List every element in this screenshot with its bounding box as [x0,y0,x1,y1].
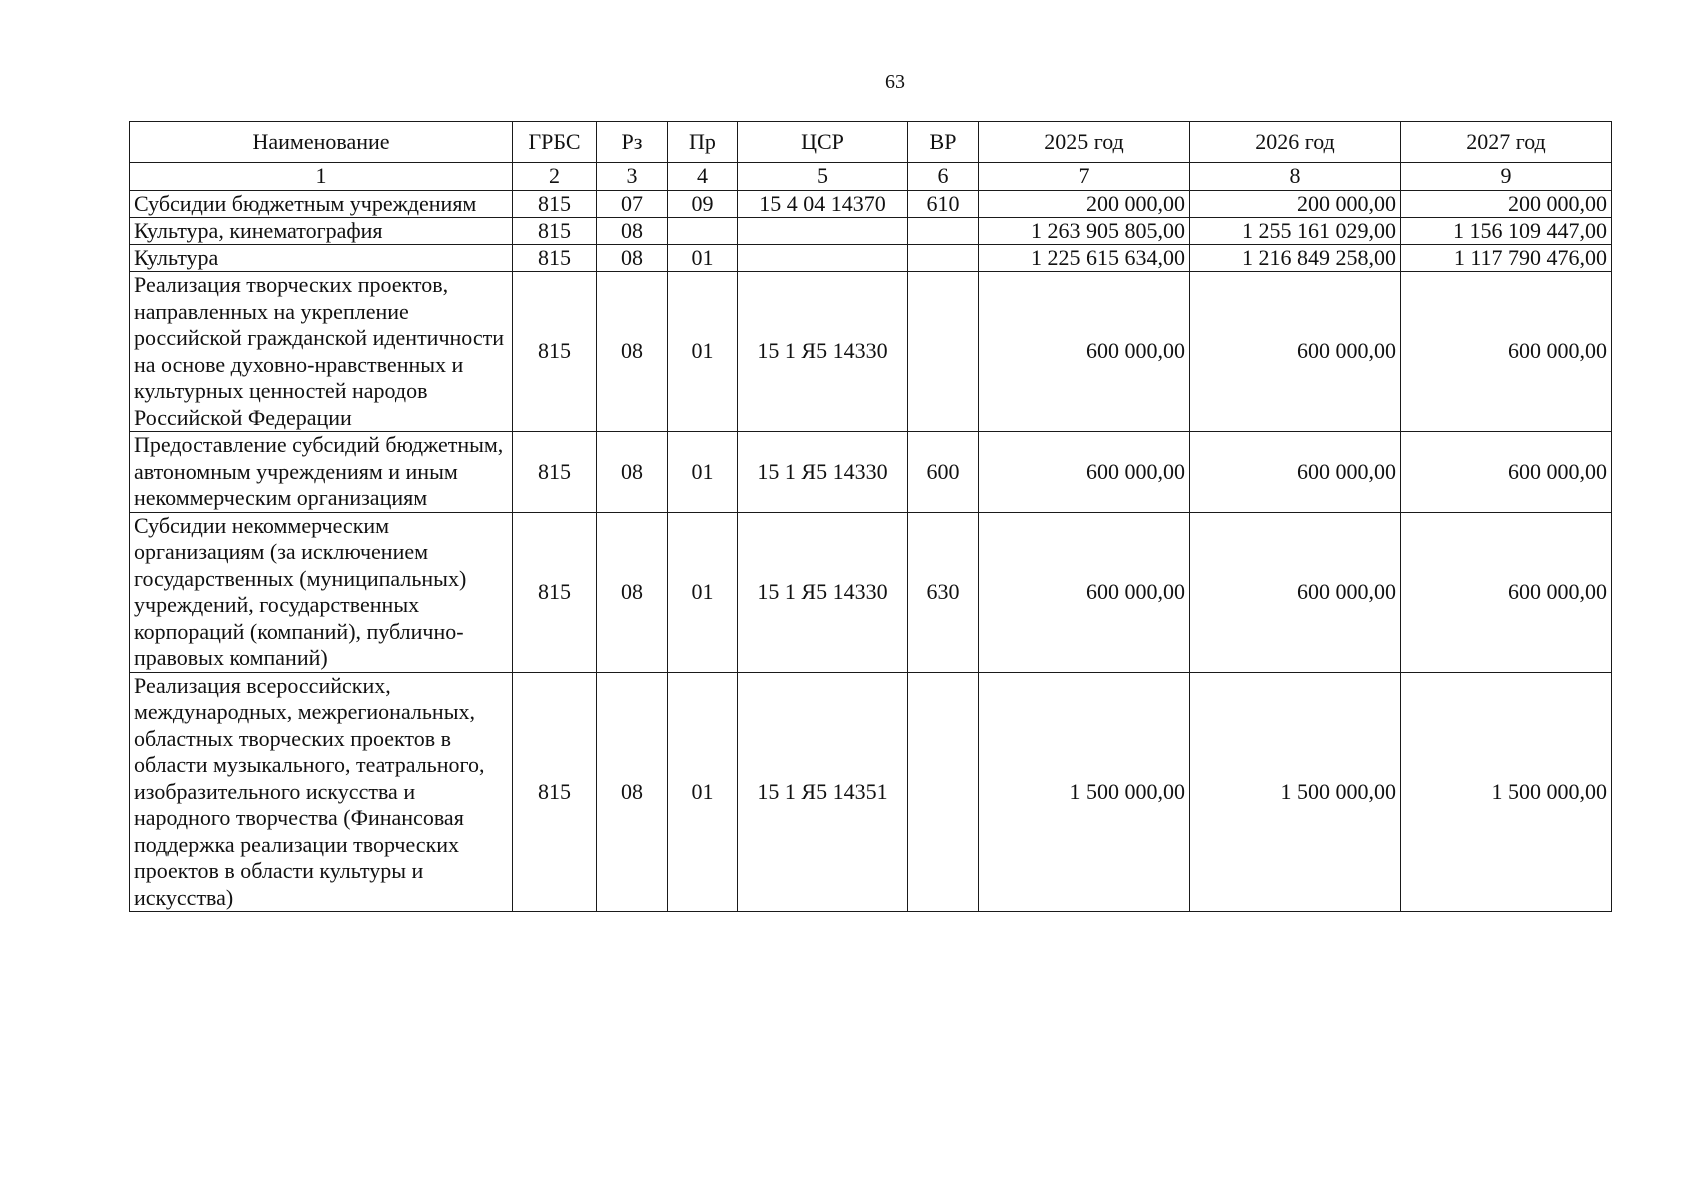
row-csr [738,245,908,272]
row-2026: 600 000,00 [1190,512,1401,672]
row-2026: 200 000,00 [1190,190,1401,218]
header-2027: 2027 год [1401,122,1612,163]
row-vr [908,672,979,912]
row-pr: 01 [668,512,738,672]
row-grbs: 815 [513,218,597,245]
row-csr: 15 1 Я5 14330 [738,272,908,432]
budget-table [129,121,1612,912]
table-row [130,272,1612,432]
row-2027: 200 000,00 [1401,190,1612,218]
row-2027: 1 156 109 447,00 [1401,218,1612,245]
column-number: 1 [130,163,513,191]
row-pr: 01 [668,432,738,513]
row-csr: 15 1 Я5 14330 [738,512,908,672]
header-row [130,122,1612,163]
row-2025: 1 500 000,00 [979,672,1190,912]
row-pr: 01 [668,272,738,432]
header-pr: Пр [668,122,738,163]
row-pr: 09 [668,190,738,218]
row-vr: 600 [908,432,979,513]
row-vr: 630 [908,512,979,672]
row-2026: 1 255 161 029,00 [1190,218,1401,245]
column-number: 8 [1190,163,1401,191]
row-name: Предоставление субсидий бюджетным, автономным учреждениям и иным некоммерческим организациям [130,432,513,513]
header-2025: 2025 год [979,122,1190,163]
row-name: Реализация всероссийских, международных, межрегиональных, областных творческих проектов в области музыкального, театрального, изобразительного искусства и народного творчества (Финансовая поддержка реализации творческих проектов в области культуры и искусства) [130,672,513,912]
page-number: 63 [885,71,905,93]
row-vr [908,218,979,245]
column-number: 2 [513,163,597,191]
row-name: Культура, кинематография [130,218,513,245]
row-rz: 08 [597,672,668,912]
row-2025: 200 000,00 [979,190,1190,218]
table-row [130,218,1612,245]
row-2025: 1 225 615 634,00 [979,245,1190,272]
header-name: Наименование [130,122,513,163]
row-rz: 08 [597,432,668,513]
row-2026: 1 500 000,00 [1190,672,1401,912]
row-grbs: 815 [513,245,597,272]
table-row [130,672,1612,912]
row-2027: 1 117 790 476,00 [1401,245,1612,272]
header-grbs: ГРБС [513,122,597,163]
row-csr: 15 4 04 14370 [738,190,908,218]
row-grbs: 815 [513,190,597,218]
row-pr: 01 [668,245,738,272]
column-number: 9 [1401,163,1612,191]
row-2026: 600 000,00 [1190,272,1401,432]
row-2025: 600 000,00 [979,272,1190,432]
row-2025: 600 000,00 [979,432,1190,513]
row-name: Культура [130,245,513,272]
column-number: 4 [668,163,738,191]
row-vr: 610 [908,190,979,218]
table-row [130,190,1612,218]
row-2025: 1 263 905 805,00 [979,218,1190,245]
row-pr: 01 [668,672,738,912]
header-csr: ЦСР [738,122,908,163]
row-2027: 1 500 000,00 [1401,672,1612,912]
row-rz: 08 [597,272,668,432]
row-csr [738,218,908,245]
row-rz: 08 [597,218,668,245]
row-pr [668,218,738,245]
column-number: 6 [908,163,979,191]
row-name: Субсидии некоммерческим организациям (за исключением государственных (муниципальных) учреждений, государственных корпораций (компаний), публично-правовых компаний) [130,512,513,672]
column-number: 7 [979,163,1190,191]
column-number-row [130,163,1612,191]
column-number: 5 [738,163,908,191]
row-rz: 08 [597,245,668,272]
row-grbs: 815 [513,672,597,912]
header-rz: Рз [597,122,668,163]
row-name: Реализация творческих проектов, направленных на укрепление российской гражданской идентичности на основе духовно-нравственных и культурных ценностей народов Российской Федерации [130,272,513,432]
row-csr: 15 1 Я5 14330 [738,432,908,513]
row-rz: 08 [597,512,668,672]
table-row [130,432,1612,513]
header-2026: 2026 год [1190,122,1401,163]
row-rz: 07 [597,190,668,218]
table-row [130,512,1612,672]
row-2027: 600 000,00 [1401,272,1612,432]
table-row [130,245,1612,272]
row-grbs: 815 [513,512,597,672]
row-name: Субсидии бюджетным учреждениям [130,190,513,218]
row-2027: 600 000,00 [1401,512,1612,672]
column-number: 3 [597,163,668,191]
row-csr: 15 1 Я5 14351 [738,672,908,912]
row-grbs: 815 [513,432,597,513]
row-2026: 600 000,00 [1190,432,1401,513]
row-2025: 600 000,00 [979,512,1190,672]
row-grbs: 815 [513,272,597,432]
header-vr: ВР [908,122,979,163]
row-2027: 600 000,00 [1401,432,1612,513]
row-vr [908,245,979,272]
row-2026: 1 216 849 258,00 [1190,245,1401,272]
row-vr [908,272,979,432]
